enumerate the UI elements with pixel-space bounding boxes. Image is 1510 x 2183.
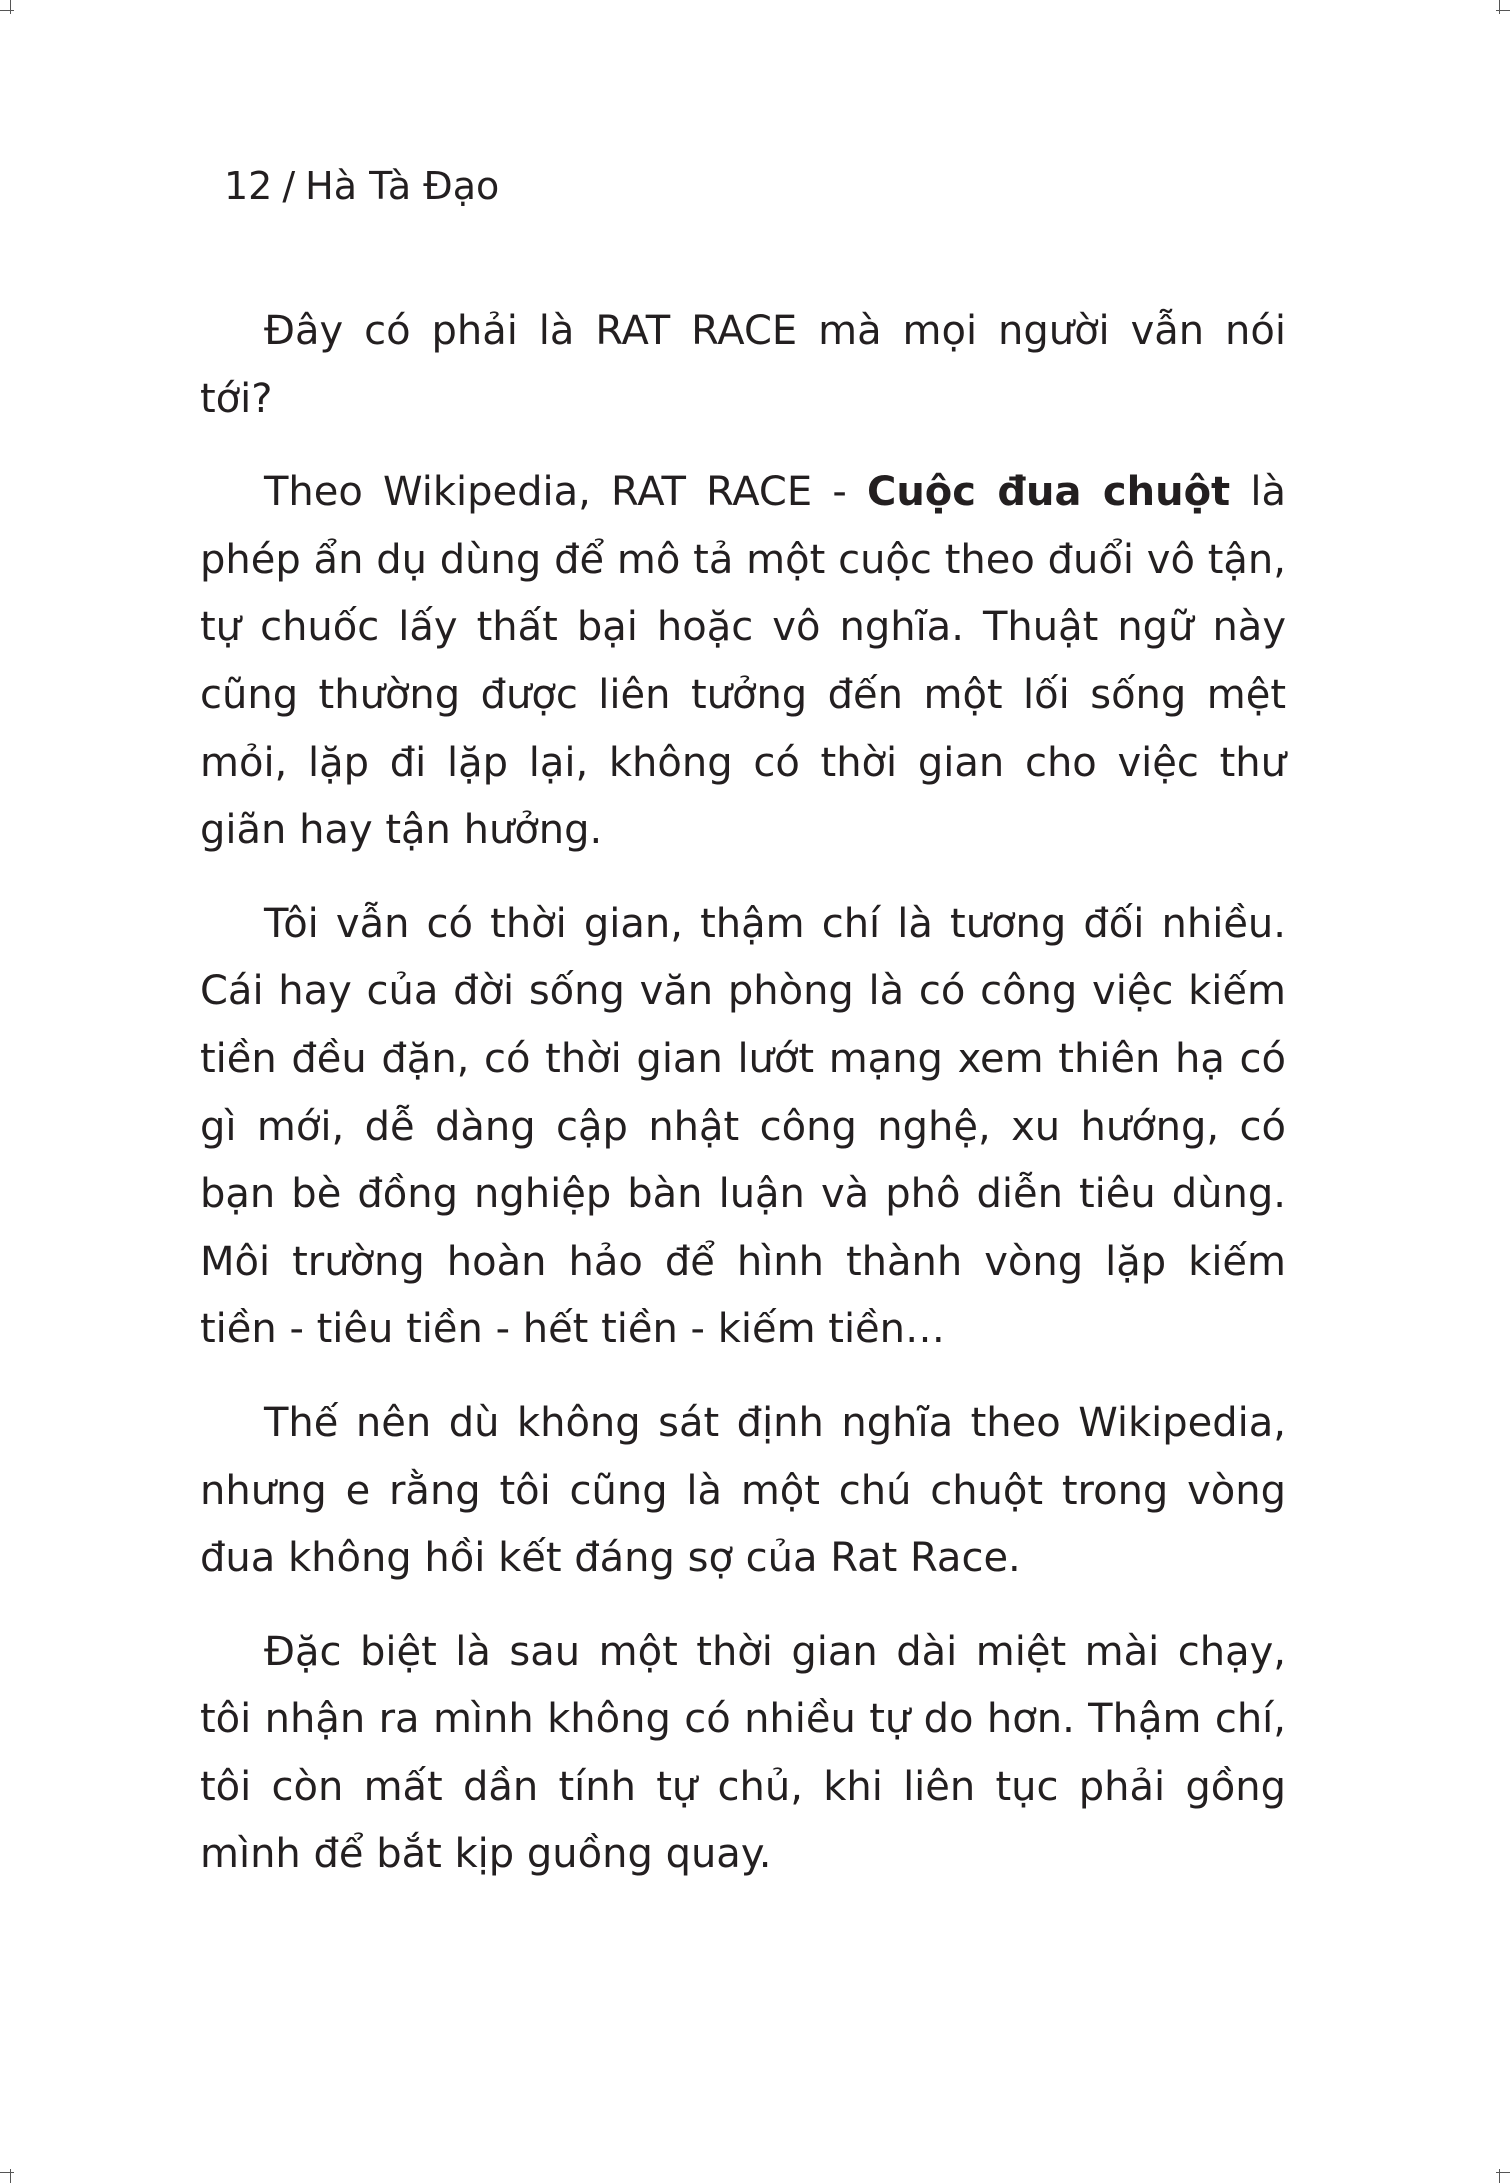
paragraph-2-rest: là phép ẩn dụ dùng để mô tả một cuộc theo đuổi vô tận, tự chuốc lấy thất bại hoặc vô nghĩa. Thuật ngữ này cũng thường được liên tưởng đến một lối sống mệt mỏi, lặp đi lặp lại, không có thời gian cho việc thư giãn hay tận hưởng.: [200, 469, 1286, 854]
paragraph-4: Thế nên dù không sát định nghĩa theo Wikipedia, nhưng e rằng tôi cũng là một chú chuột trong vòng đua không hồi kết đáng sợ của Rat Race.: [200, 1399, 1286, 1582]
paragraph-1: Đây có phải là RAT RACE mà mọi người vẫn nói tới?: [200, 308, 1286, 422]
paragraph-2: [200, 459, 1286, 865]
body-text: [200, 298, 1286, 1915]
crop-mark-top-left-v: [10, 0, 11, 14]
crop-mark-bottom-right-v: [1499, 2169, 1500, 2183]
crop-mark-top-left-h: [0, 10, 14, 11]
running-head-separator: /: [282, 164, 296, 208]
crop-mark-bottom-left-v: [10, 2169, 11, 2183]
running-head: [224, 158, 499, 214]
crop-mark-top-right-v: [1499, 0, 1500, 14]
paragraph-3: Tôi vẫn có thời gian, thậm chí là tương đối nhiều. Cái hay của đời sống văn phòng là có công việc kiếm tiền đều đặn, có thời gian lướt mạng xem thiên hạ có gì mới, dễ dàng cập nhật công nghệ, xu hướng, có bạn bè đồng nghiệp bàn luận và phô diễn tiêu dùng. Môi trường hoàn hảo để hình thành vòng lặp kiếm tiền - tiêu tiền - hết tiền - kiếm tiền…: [200, 900, 1286, 1353]
paragraph-2-lead: Theo Wikipedia, RAT RACE -: [264, 469, 867, 516]
paragraph-5: Đặc biệt là sau một thời gian dài miệt mài chạy, tôi nhận ra mình không có nhiều tự do hơn. Thậm chí, tôi còn mất dần tính tự chủ, khi liên tục phải gồng mình để bắt kịp guồng quay.: [200, 1628, 1286, 1878]
page-number: 12: [224, 164, 273, 208]
running-head-author: Hà Tà Đạo: [305, 164, 500, 208]
rat-race-translation: Cuộc đua chuột: [866, 469, 1231, 516]
crop-mark-bottom-left-h: [0, 2172, 14, 2173]
